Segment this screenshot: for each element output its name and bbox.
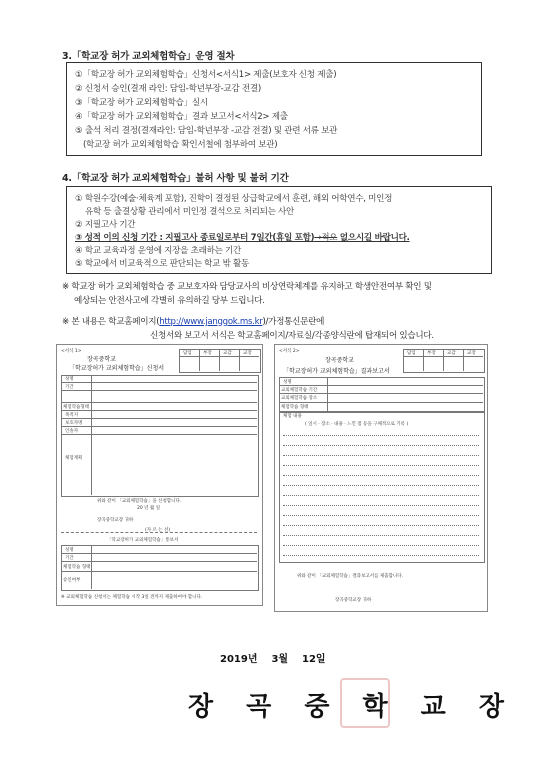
form1-approval-3: 교감: [223, 351, 232, 356]
form1-receipt-title: 「학교장허가 교외체험학습」통보서: [107, 538, 179, 543]
form1-row-leader: 인솔자: [65, 429, 79, 434]
restriction-box: [66, 186, 492, 274]
form2-approval-4: 교장: [467, 351, 476, 356]
restriction-item-3-text: ③ 성적 이의 신청 기간 : 지필고사 종료일로부터 7일간(휴일 포함): [75, 233, 315, 243]
form2-row-name: 성명: [283, 380, 292, 385]
form1-receipt-period: 기간: [65, 556, 74, 561]
homepage-notice-line2: 신청서와 보고서 서식은 학교홈페이지/자료실/각종양식란에 탑재되어 있습니다.: [150, 331, 434, 341]
form2-tag: <서식 2>: [279, 349, 300, 354]
section3-heading: 3.「학교장 허가 교외체험학습」운영 절차: [62, 51, 235, 62]
procedure-item-5: ⑤ 출석 처리 결정(결재라인: 담임-학년부장 -교감 전결) 및 관련 서류 보관: [75, 126, 338, 136]
form1-row-name: 성명: [65, 377, 74, 382]
section4-heading: 4.「학교장 허가 교외체험학습」불허 사항 및 불허 기간: [62, 173, 289, 184]
form1-row-type: 체험학습형태: [63, 405, 90, 410]
form1-date: 20 년 월 일: [137, 506, 161, 511]
form1-row-guardian: 보호자명: [65, 421, 83, 426]
procedure-item-1: ①「학교장 허가 교외체험학습」신청서<서식1> 제출(보호자 신청 제출): [75, 70, 337, 80]
procedure-item-5-note: (학교장 허가 교외체험학습 확인서철에 첨부하여 보관): [83, 140, 278, 150]
safety-notice-line1: ※ 학교장 허가 교외체험학습 중 교보호자와 담당교사의 비상연락체계를 유지하고 학생안전여부 확인 및: [62, 282, 432, 292]
homepage-notice-prefix: ※ 본 내용은 학교홈페이지(: [62, 317, 160, 327]
form1-notes: ※ 교외체험학습 신청서는 체험학습 시작 3일 전까지 제출하여야 합니다.: [61, 595, 203, 600]
homepage-notice-suffix: )/가정통신문란에: [262, 317, 325, 327]
form1-approval-4: 교장: [243, 351, 252, 356]
form1-tag: <서식 1>: [61, 349, 82, 354]
procedure-item-3: ③「학교장 허가 교외체험학습」실시: [75, 98, 208, 108]
date-day: 12일: [302, 654, 326, 665]
restriction-item-3-strike: →적오: [314, 233, 338, 243]
report-form-thumbnail: [274, 344, 488, 612]
restriction-item-2: ② 지필고사 기간: [75, 220, 136, 230]
form1-row-destination: 목적지: [65, 413, 79, 418]
form2-title: 「학교장허가 교외체험학습」결과보고서: [283, 368, 390, 375]
application-form-thumbnail: [56, 344, 263, 606]
school-principal-name: 장 곡 중 학 교 장: [188, 692, 516, 722]
safety-notice-line2: 예상되는 안전사고에 각별히 유의하길 당부 드립니다.: [74, 296, 265, 306]
form2-school: 장곡중학교: [325, 357, 354, 364]
form1-receipt-name: 성명: [65, 548, 74, 553]
form1-row-period: 기간: [65, 385, 74, 390]
restriction-item-1: ① 학원수강(예술·체육계 포함), 진학이 결정된 상급학교에서 훈련, 해외 어학연수, 미인정: [75, 194, 393, 204]
form1-receipt-type: 체험학습 형태: [63, 565, 91, 570]
restriction-item-4: ④ 학교 교육과정 운영에 지장을 초래하는 기간: [75, 246, 242, 256]
procedure-item-4: ④「학교장 허가 교외체험학습」결과 보고서<서식2> 제출: [75, 112, 288, 122]
form1-receipt-approval: 승인여부: [63, 578, 81, 583]
form2-row-type: 체험학습 형태: [281, 405, 309, 410]
form1-footer: 위와 같이 「교외체험학습」을 신청합니다.: [97, 499, 182, 504]
form1-approval-1: 담임: [183, 351, 192, 356]
form1-row-plan: 체험계획: [65, 456, 83, 461]
homepage-link[interactable]: http://www.janggok.ms.kr: [159, 317, 263, 327]
form2-approval-3: 교감: [447, 351, 456, 356]
procedure-item-2: ② 신청서 승인(결재 라인: 담임-학년부장-교감 전결): [75, 84, 261, 94]
homepage-notice-line1: [62, 315, 324, 327]
restriction-item-5: ⑤ 학교에서 비교육적으로 판단되는 학교 밖 활동: [75, 259, 250, 269]
procedure-box: [66, 62, 482, 156]
form1-school: 장곡중학교: [87, 356, 116, 363]
form2-content-label: 체험 내용: [283, 414, 302, 419]
restriction-item-3: [75, 231, 410, 243]
form1-principal: 장곡중학교장 귀하: [97, 518, 134, 523]
restriction-item-3-suffix: 없으시길 바랍니다.: [337, 233, 410, 243]
form2-approval-2: 부장: [427, 351, 436, 356]
form2-principal: 장곡중학교장 귀하: [335, 598, 372, 603]
form1-cut-label: (자 르 는 선): [145, 528, 171, 533]
restriction-item-1-cont: 유학 등 출결상황 관리에서 미인정 결석으로 처리되는 사안: [85, 207, 295, 217]
document-date: [220, 650, 326, 665]
form2-row-period: 교외체험학습 기간: [281, 388, 318, 393]
form2-approval-1: 담임: [407, 351, 416, 356]
form2-footer: 위와 같이 「교외체험학습」결과보고서를 제출합니다.: [297, 574, 404, 579]
form1-approval-2: 부장: [203, 351, 212, 356]
form2-content-area: [279, 411, 485, 563]
form2-content-hint: ( 일시 · 장소 · 내용 · 느낀 점 등을 구체적으로 기록 ): [305, 422, 409, 427]
form2-row-place: 교외체험학습 장소: [281, 396, 318, 401]
form1-title: 「학교장허가 교외체험학습」신청서: [69, 365, 165, 372]
date-year: 2019년: [220, 654, 258, 665]
date-month: 3월: [271, 654, 289, 665]
